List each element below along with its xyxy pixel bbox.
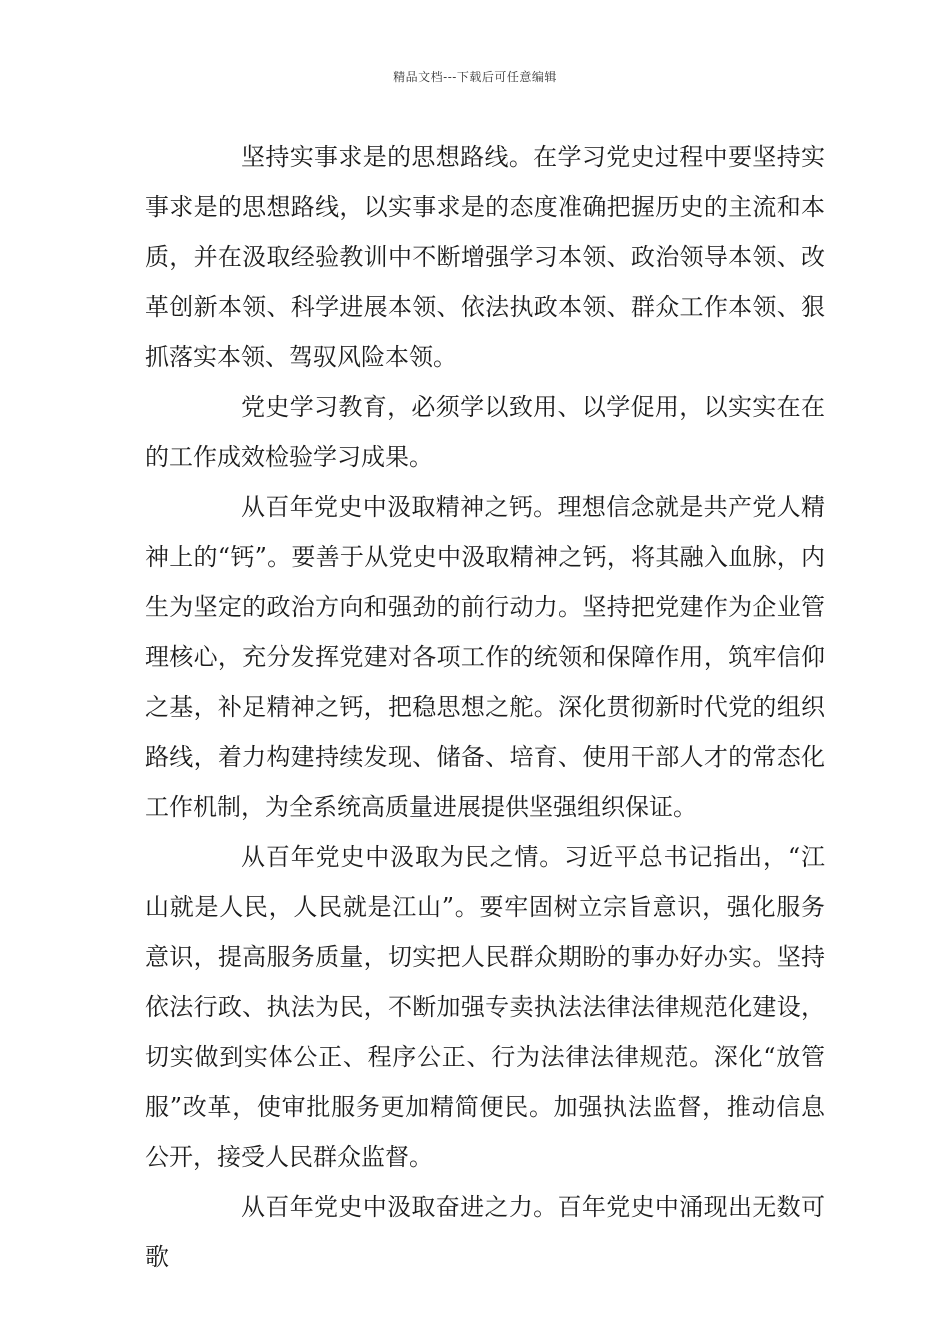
paragraph-5: 从百年党史中汲取奋进之力。百年党史中涌现出无数可歌 xyxy=(145,1193,825,1271)
paragraph-1: 坚持实事求是的思想路线。在学习党史过程中要坚持实事求是的思想路线，以实事求是的态度准确把握历史的主流和本质，并在汲取经验教训中不断增强学习本领、政治领导本领、改革创新本领、科学进展本领、依法执政本领、群众工作本领、狠抓落实本领、驾驭风险本领。 xyxy=(145,143,825,371)
paragraph-2: 党史学习教育，必须学以致用、以学促用，以实实在在的工作成效检验学习成果。 xyxy=(145,393,825,471)
paragraph-4: 从百年党史中汲取为民之情。习近平总书记指出，“江山就是人民，人民就是江山”。要牢固树立宗旨意识，强化服务意识，提高服务质量，切实把人民群众期盼的事办好办实。坚持依法行政、执法为民，不断加强专卖执法法律法律规范化建设，切实做到实体公正、程序公正、行为法律法律规范。深化“放管服”改革，使审批服务更加精简便民。加强执法监督，推动信息公开，接受人民群众监督。 xyxy=(145,843,825,1171)
document-body xyxy=(145,132,825,1282)
page-header: 精品文档---下载后可任意编辑 xyxy=(393,70,557,84)
paragraph-3: 从百年党史中汲取精神之钙。理想信念就是共产党人精神上的“钙”。要善于从党史中汲取精神之钙，将其融入血脉，内生为坚定的政治方向和强劲的前行动力。坚持把党建作为企业管理核心，充分发挥党建对各项工作的统领和保障作用，筑牢信仰之基，补足精神之钙，把稳思想之舵。深化贯彻新时代党的组织路线，着力构建持续发现、储备、培育、使用干部人才的常态化工作机制，为全系统高质量进展提供坚强组织保证。 xyxy=(145,493,825,821)
